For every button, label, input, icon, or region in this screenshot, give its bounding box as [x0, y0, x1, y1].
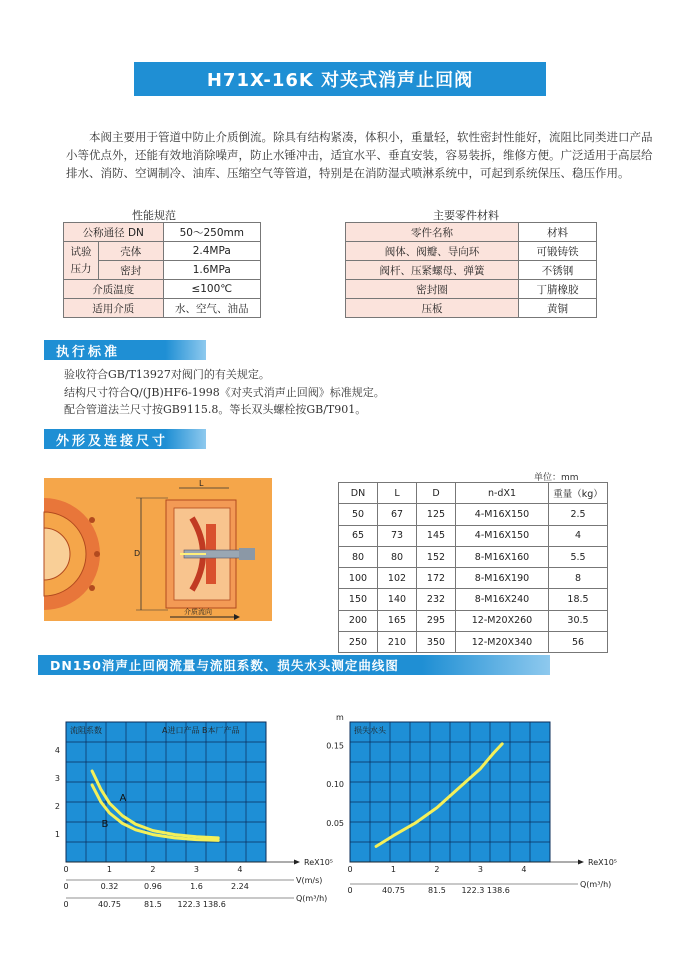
- x-tick-label-q: 122.3 138.6: [461, 886, 510, 895]
- unit-label: 单位：mm: [534, 473, 579, 483]
- spec-test-pressure-label: 试验 压力: [64, 242, 99, 280]
- dim-cell: 4-M16X150: [456, 504, 549, 525]
- spec-media-label: 适用介质: [64, 299, 164, 318]
- dim-cell: 140: [378, 589, 417, 610]
- dim-cell: 4-M16X150: [456, 525, 549, 546]
- x-axis-arrow: [294, 860, 300, 865]
- dim-cell: 4: [549, 525, 608, 546]
- spec-table-title: 性能规范: [132, 209, 176, 222]
- parts-row-material: 不锈钢: [519, 261, 597, 280]
- standards-list: [64, 366, 385, 419]
- dim-header: D: [417, 483, 456, 504]
- dim-cell: 50: [339, 504, 378, 525]
- dim-cell: 125: [417, 504, 456, 525]
- x-tick-label-re: 0: [347, 865, 353, 874]
- standards-line: 结构尺寸符合Q/(JB)HF6-1998《对夹式消声止回阀》标准规定。: [64, 385, 385, 399]
- x-axis-arrow: [578, 860, 584, 865]
- parts-row-name: 阀体、阀瓣、导向环: [346, 242, 519, 261]
- dim-cell: 80: [378, 546, 417, 567]
- spec-shell-value: 2.4MPa: [163, 242, 260, 261]
- x-axis-label-q: Q(m³/h): [296, 894, 328, 903]
- x-tick-label-re: 3: [193, 865, 199, 874]
- dim-cell: 172: [417, 568, 456, 589]
- x-tick-label-q: 0: [63, 900, 69, 909]
- x-tick-label-v: 0.96: [144, 882, 162, 891]
- dim-cell: 65: [339, 525, 378, 546]
- dim-cell: 18.5: [549, 589, 608, 610]
- dim-cell: 80: [339, 546, 378, 567]
- dim-cell: 165: [378, 610, 417, 631]
- spec-shell-label: 壳体: [99, 242, 164, 261]
- dim-cell: 8-M16X190: [456, 568, 549, 589]
- y-tick-label: 3: [54, 774, 60, 783]
- y-unit-label: m: [336, 713, 344, 722]
- dim-cell: 2.5: [549, 504, 608, 525]
- spec-temp-value: ≤100℃: [163, 280, 260, 299]
- dim-cell: 152: [417, 546, 456, 567]
- valve-drawing: [44, 478, 272, 621]
- parts-header-material: 材料: [519, 223, 597, 242]
- parts-row-name: 压板: [346, 299, 519, 318]
- curves-heading: DN150消声止回阀流量与流阻系数、损失水头测定曲线图: [38, 655, 550, 675]
- standards-line: 配合管道法兰尺寸按GB9115.8。等长双头螺栓按GB/T901。: [64, 403, 367, 416]
- spec-dn-label: 公称通径 DN: [64, 223, 164, 242]
- parts-row-material: 黄铜: [519, 299, 597, 318]
- x-tick-label-re: 4: [237, 865, 243, 874]
- dim-cell: 200: [339, 610, 378, 631]
- page-title: H71X-16K 对夹式消声止回阀: [134, 62, 546, 96]
- x-tick-label-q: 81.5: [144, 900, 162, 909]
- flow-resistance-chart: [40, 712, 333, 912]
- spec-dn-value: 50～250mm: [163, 223, 260, 242]
- chart-title: 损失水头: [354, 726, 386, 735]
- standards-heading: 执行标准: [44, 340, 206, 360]
- flow-direction-label: 介质流向: [184, 608, 212, 616]
- x-tick-label-v: 1.6: [190, 882, 203, 891]
- y-tick-label: 0.15: [326, 741, 344, 751]
- x-tick-label-re: 1: [390, 865, 397, 874]
- parts-row-name: 密封圈: [346, 280, 519, 299]
- dim-header: n-dX1: [456, 483, 549, 504]
- dim-cell: 145: [417, 525, 456, 546]
- dimension-l-label: L: [199, 479, 204, 488]
- x-tick-label-q: 40.75: [382, 886, 405, 895]
- parts-table-title: 主要零件材料: [433, 209, 499, 222]
- x-tick-label-re: 2: [150, 865, 156, 874]
- y-tick-label: 4: [54, 746, 60, 755]
- dim-cell: 12-M20X260: [456, 610, 549, 631]
- dimensions-heading: 外形及连接尺寸: [44, 429, 206, 449]
- parts-row-material: 可锻铸铁: [519, 242, 597, 261]
- x-tick-label-re: 4: [521, 865, 527, 874]
- dim-cell: 250: [339, 632, 378, 653]
- parts-table: [345, 222, 597, 318]
- x-axis-label-re: ReX10⁵: [588, 858, 617, 867]
- spec-seal-value: 1.6MPa: [163, 261, 260, 280]
- series-label: B: [101, 819, 109, 830]
- x-tick-label-q: 0: [347, 886, 353, 895]
- dim-cell: 56: [549, 632, 608, 653]
- intro-paragraph: 本阀主要用于管道中防止介质倒流。除具有结构紧凑，体积小，重量轻，软性密封性能好，流阻比同类进口产品小等优点外，还能有效地消除噪声，防止水锤冲击，适宜水平、垂直安装，容易装拆，维修方便。广泛适用于高层给排水、消防、空调制冷、油库、压缩空气等管道，特别是在消防湿式喷淋系统中，可起到系统保压、稳压作用。: [66, 130, 653, 181]
- y-tick-label: 0.10: [326, 780, 344, 790]
- y-tick-label: 1: [54, 830, 60, 839]
- dim-cell: 8: [549, 568, 608, 589]
- standards-line: 验收符合GB/T13927对阀门的有关规定。: [64, 368, 270, 381]
- x-axis-label-re: ReX10⁵: [304, 858, 333, 867]
- parts-row-material: 丁腈橡胶: [519, 280, 597, 299]
- parts-header-name: 零件名称: [346, 223, 519, 242]
- parts-row-name: 阀杆、压紧螺母、弹簧: [346, 261, 519, 280]
- chart-legend: A进口产品 B本厂产品: [162, 726, 240, 735]
- series-label: A: [119, 793, 127, 805]
- x-tick-label-re: 3: [477, 865, 483, 874]
- spec-seal-label: 密封: [99, 261, 164, 280]
- dim-cell: 100: [339, 568, 378, 589]
- x-tick-label-q: 40.75: [98, 900, 121, 909]
- chart-title: 流阻系数: [70, 726, 102, 735]
- dim-cell: 232: [417, 589, 456, 610]
- dim-cell: 295: [417, 610, 456, 631]
- x-tick-label-v: 0.32: [100, 882, 119, 891]
- dim-cell: 8-M16X240: [456, 589, 549, 610]
- dim-cell: 102: [378, 568, 417, 589]
- dim-cell: 30.5: [549, 610, 608, 631]
- y-tick-label: 0.05: [326, 819, 344, 829]
- dim-cell: 8-M16X160: [456, 546, 549, 567]
- dimension-table: [338, 482, 608, 653]
- spec-table: [63, 222, 261, 318]
- dim-cell: 12-M20X340: [456, 632, 549, 653]
- x-tick-label-re: 0: [63, 865, 69, 874]
- dim-cell: 350: [417, 632, 456, 653]
- x-tick-label-re: 2: [434, 865, 440, 874]
- x-tick-label-q: 122.3 138.6: [177, 900, 226, 909]
- head-loss-chart: [318, 712, 617, 912]
- dim-header: 重量（kg）: [549, 483, 608, 504]
- spec-temp-label: 介质温度: [64, 280, 164, 299]
- dim-header: DN: [339, 483, 378, 504]
- x-tick-label-v: 0: [63, 882, 69, 891]
- dim-cell: 5.5: [549, 546, 608, 567]
- spec-media-value: 水、空气、油品: [163, 299, 260, 318]
- dimension-d-label: D: [134, 549, 141, 558]
- y-tick-label: 2: [54, 802, 60, 811]
- dim-cell: 67: [378, 504, 417, 525]
- x-axis-label-q: Q(m³/h): [580, 880, 612, 889]
- dim-header: L: [378, 483, 417, 504]
- dim-cell: 73: [378, 525, 417, 546]
- x-axis-label-v: V(m/s): [296, 876, 323, 885]
- x-tick-label-q: 81.5: [428, 886, 446, 895]
- x-tick-label-re: 1: [106, 865, 113, 874]
- x-tick-label-v: 2.24: [231, 882, 249, 891]
- dim-cell: 150: [339, 589, 378, 610]
- dim-cell: 210: [378, 632, 417, 653]
